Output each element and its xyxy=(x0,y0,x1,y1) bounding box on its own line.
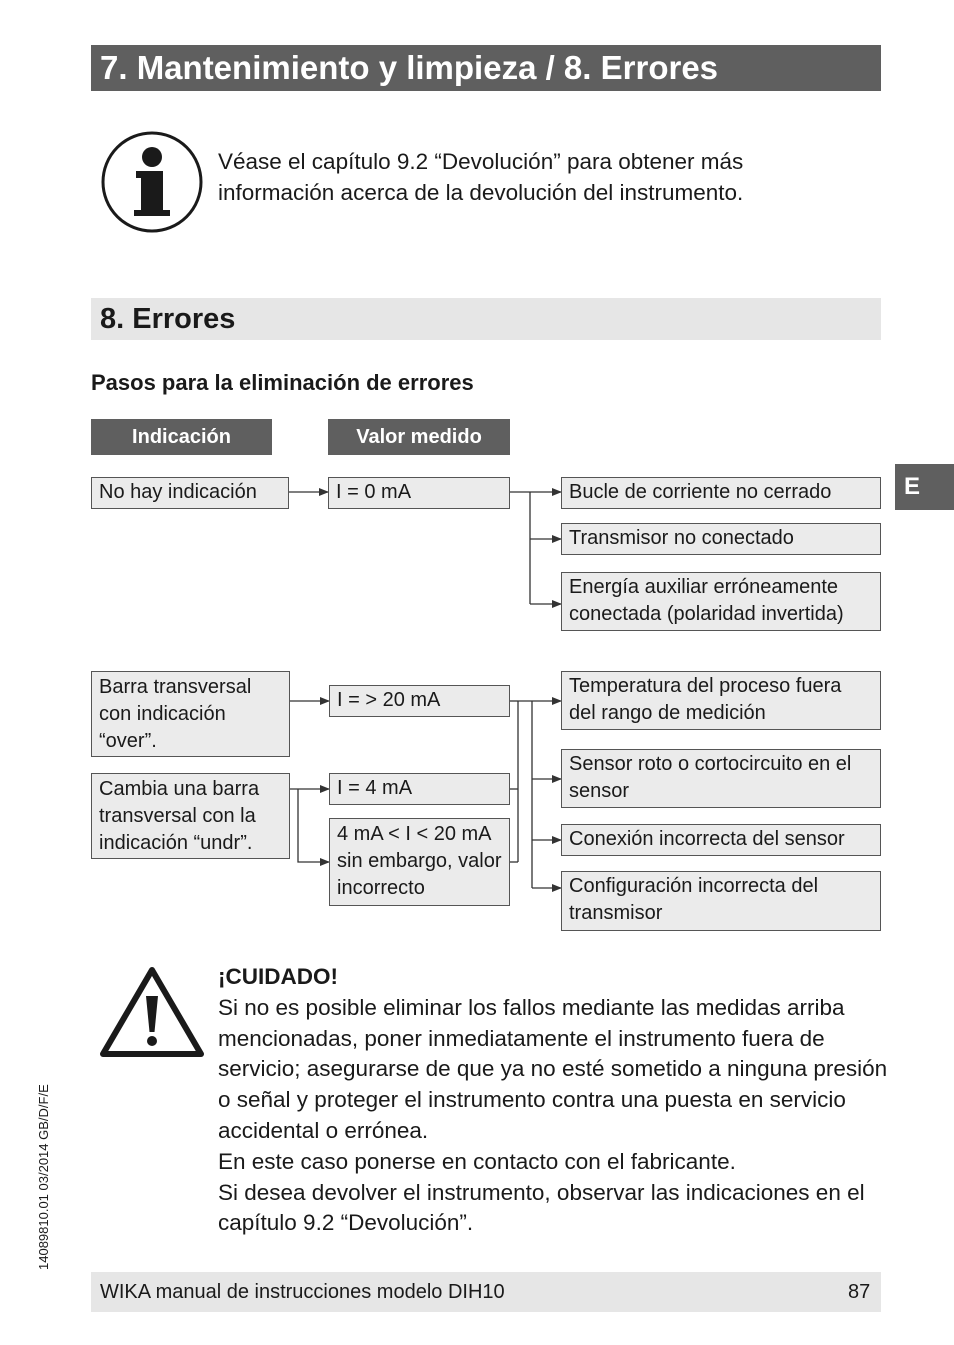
footer-manual-title: WIKA manual de instrucciones modelo DIH10 xyxy=(100,1281,505,1303)
document-number: 14089810.01 03/2014 GB/D/F/E xyxy=(36,1084,51,1270)
indication-undr: Cambia una barra transversal con la indicación “undr”. xyxy=(91,773,290,859)
cause-temperature-out-of-range: Temperatura del proceso fuera del rango de medición xyxy=(561,671,881,730)
warning-text-2: En este caso ponerse en contacto con el fabricante. xyxy=(218,1148,736,1174)
cause-transmitter-config: Configuración incorrecta del transmisor xyxy=(561,871,881,931)
page-title: 7. Mantenimiento y limpieza / 8. Errores xyxy=(100,49,719,86)
value-range-incorrect: 4 mA < I < 20 mA sin embargo, valor incorrecto xyxy=(329,818,510,906)
cause-polarity: Energía auxiliar erróneamente conectada (polaridad invertida) xyxy=(561,572,881,631)
header-valor-medido: Valor medido xyxy=(328,419,510,455)
warning-triangle-icon xyxy=(99,966,205,1058)
warning-title: ¡CUIDADO! xyxy=(218,964,338,989)
warning-text-3: Si desea devolver el instrumento, observar las indicaciones en el capítulo 9.2 “Devolución”. xyxy=(218,1179,865,1236)
cause-sensor-wrong-connection: Conexión incorrecta del sensor xyxy=(561,824,881,856)
warning-block xyxy=(218,962,888,1239)
section-title: 8. Errores xyxy=(100,303,236,335)
header-indicacion: Indicación xyxy=(91,419,272,455)
language-tab: E xyxy=(895,464,954,510)
cause-transmitter-disconnected: Transmisor no conectado xyxy=(561,523,881,555)
info-note-text: Véase el capítulo 9.2 “Devolución” para obtener más información acerca de la devolución del instrumento. xyxy=(218,149,744,205)
cause-sensor-broken: Sensor roto o cortocircuito en el sensor xyxy=(561,749,881,808)
cause-loop-open: Bucle de corriente no cerrado xyxy=(561,477,881,509)
page-number: 87 xyxy=(848,1281,871,1303)
value-4ma: I = 4 mA xyxy=(329,773,510,805)
indication-no-display: No hay indicación xyxy=(91,477,289,509)
warning-text-1: Si no es posible eliminar los fallos mediante las medidas arriba mencionadas, poner inmediatamente el instrumento fuera de servicio; asegurarse de que ya no esté sometido a ninguna presión o señal y proteger el instrumento contra una puesta en servicio accidental o errónea. xyxy=(218,994,888,1143)
value-0ma: I = 0 mA xyxy=(328,477,510,509)
section-subtitle: Pasos para la eliminación de errores xyxy=(91,370,474,395)
indication-over: Barra transversal con indicación “over”. xyxy=(91,671,290,757)
value-over-20ma: I = > 20 mA xyxy=(329,685,510,717)
